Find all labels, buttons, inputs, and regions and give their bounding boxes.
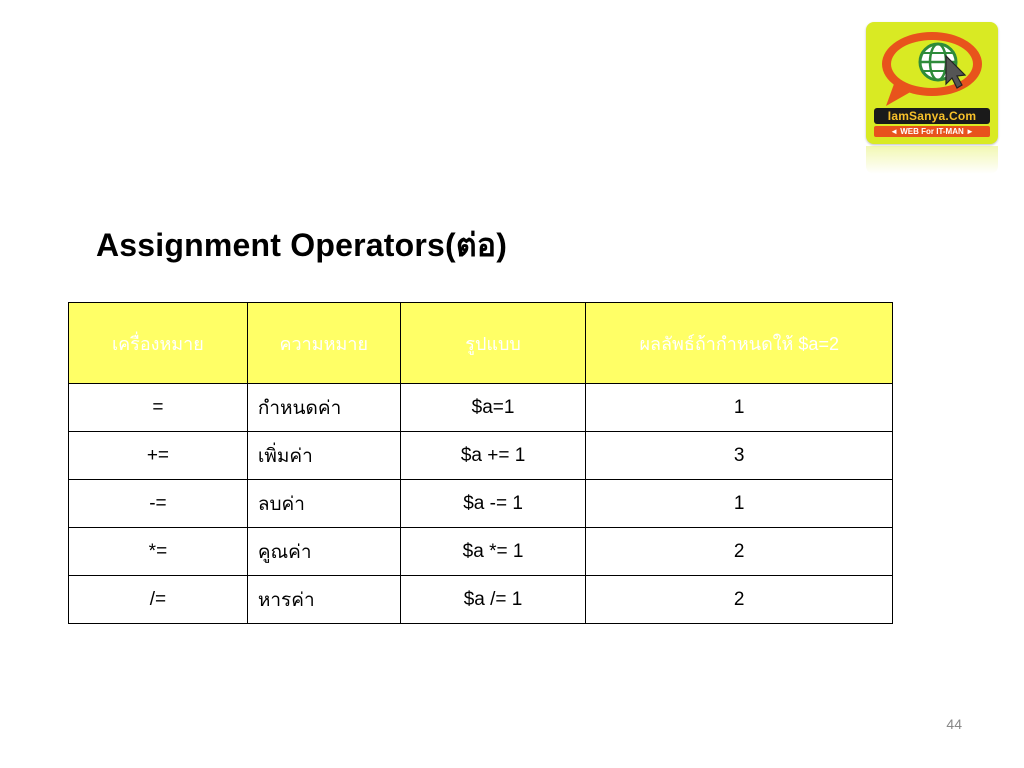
cell-symbol: = — [69, 384, 248, 432]
cell-meaning: หารค่า — [247, 576, 400, 624]
cell-symbol: /= — [69, 576, 248, 624]
cell-meaning: กำหนดค่า — [247, 384, 400, 432]
cell-format: $a /= 1 — [400, 576, 586, 624]
cell-format: $a *= 1 — [400, 528, 586, 576]
operators-table — [68, 302, 893, 624]
cell-result: 1 — [586, 480, 893, 528]
table-row — [69, 432, 893, 480]
cell-result: 2 — [586, 576, 893, 624]
cell-symbol: *= — [69, 528, 248, 576]
header-meaning: ความหมาย — [247, 303, 400, 384]
logo-wordmark: IamSanya.Com — [874, 108, 990, 124]
cell-meaning: ลบค่า — [247, 480, 400, 528]
cell-symbol: += — [69, 432, 248, 480]
logo-tagline: ◄ WEB For IT-MAN ► — [874, 126, 990, 137]
header-result: ผลลัพธ์ถ้ากำหนดให้ $a=2 — [586, 303, 893, 384]
header-symbol: เครื่องหมาย — [69, 303, 248, 384]
cell-result: 3 — [586, 432, 893, 480]
slide-title: Assignment Operators(ต่อ) — [96, 227, 508, 263]
table-row — [69, 576, 893, 624]
table-row — [69, 528, 893, 576]
table-header-row — [69, 303, 893, 384]
cell-symbol: -= — [69, 480, 248, 528]
site-logo — [866, 22, 998, 172]
cell-meaning: เพิ่มค่า — [247, 432, 400, 480]
page-number: 44 — [946, 716, 962, 732]
cell-format: $a += 1 — [400, 432, 586, 480]
logo-reflection — [866, 146, 998, 174]
table-row — [69, 384, 893, 432]
cell-format: $a=1 — [400, 384, 586, 432]
header-format: รูปแบบ — [400, 303, 586, 384]
cell-result: 2 — [586, 528, 893, 576]
table-row — [69, 480, 893, 528]
chat-globe-icon — [872, 26, 992, 110]
cell-format: $a -= 1 — [400, 480, 586, 528]
cell-meaning: คูณค่า — [247, 528, 400, 576]
cell-result: 1 — [586, 384, 893, 432]
